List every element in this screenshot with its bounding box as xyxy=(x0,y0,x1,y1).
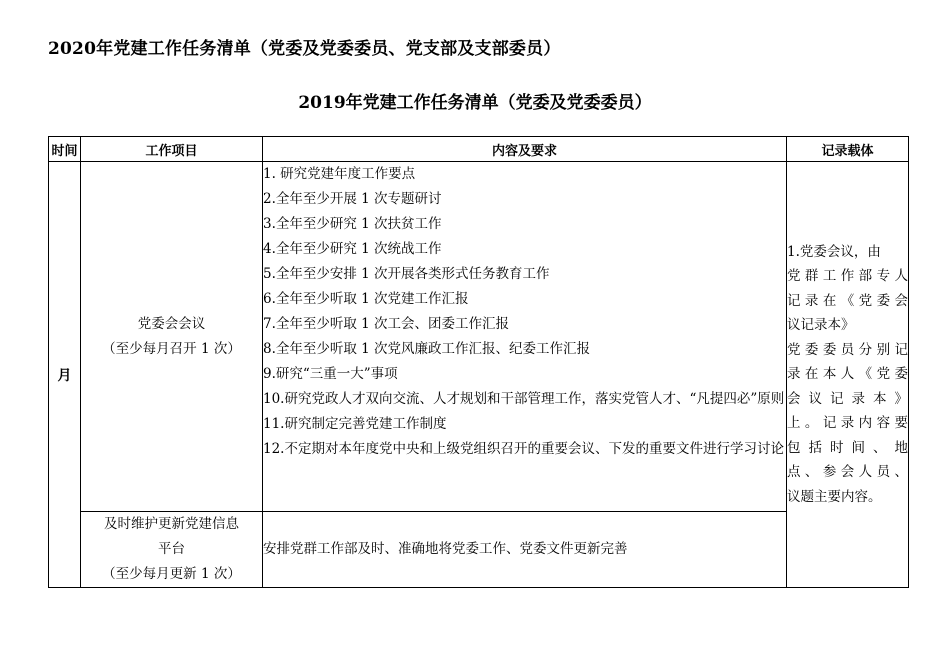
requirement-item: 2.全年至少开展 1 次专题研讨 xyxy=(263,191,442,207)
header-time: 时间 xyxy=(49,137,81,162)
document-title: 2020年党建工作任务清单（党委及党委委员、党支部及支部委员） xyxy=(48,39,561,59)
requirement-item: 6.全年至少听取 1 次党建工作汇报 xyxy=(263,291,469,307)
requirement-item: 5.全年至少安排 1 次开展各类形式任务教育工作 xyxy=(263,266,550,282)
record-line: 1.党委会议，由 xyxy=(787,243,881,260)
requirement-item: 9.研究“三重一大”事项 xyxy=(263,366,398,382)
header-project: 工作项目 xyxy=(81,137,263,162)
record-line: 议题主要内容。 xyxy=(787,488,882,505)
requirement-item: 10.研究党政人才双向交流、人才规划和干部管理工作，落实党管人才、“凡提四必”原则 xyxy=(263,391,785,407)
project-cell-info-platform xyxy=(81,512,263,588)
requirement-item: 1. 研究党建年度工作要点 xyxy=(263,166,416,182)
record-line: 上。记录内容要 xyxy=(787,415,908,432)
project-name-continued: 平台 xyxy=(158,541,185,557)
project-name: 及时维护更新党建信息 xyxy=(104,516,239,532)
project-name: 党委会会议 xyxy=(137,315,206,332)
requirement-item: 8.全年至少听取 1 次党风廉政工作汇报、纪委工作汇报 xyxy=(263,341,591,357)
record-carrier-cell xyxy=(787,162,909,588)
record-line: 会议记录本》 xyxy=(787,390,908,407)
requirement-item: 4.全年至少研究 1 次统战工作 xyxy=(263,241,442,257)
requirement-item: 12.不定期对本年度党中央和上级党组织召开的重要会议、下发的重要文件进行学习讨论 xyxy=(263,441,784,457)
requirement-item: 11.研究制定完善党建工作制度 xyxy=(263,416,447,432)
record-line: 党委委员分别记 xyxy=(787,341,908,358)
record-line: 议记录本》 xyxy=(787,317,855,334)
requirements-cell xyxy=(263,162,787,512)
requirement-item: 3.全年至少研究 1 次扶贫工作 xyxy=(263,216,442,232)
requirement-item: 7.全年至少听取 1 次工会、团委工作汇报 xyxy=(263,316,510,332)
project-frequency: （至少每月召开 1 次） xyxy=(102,340,241,357)
table-header-row xyxy=(49,137,909,162)
header-record: 记录载体 xyxy=(787,137,909,162)
month-cell: 月 xyxy=(49,162,81,588)
header-content: 内容及要求 xyxy=(263,137,787,162)
record-line: 录在本人《党委 xyxy=(787,366,908,383)
table-row xyxy=(49,512,909,588)
table-title: 2019年党建工作任务清单（党委及党委委员） xyxy=(298,93,652,113)
requirements-cell xyxy=(263,512,787,588)
project-frequency: （至少每月更新 1 次） xyxy=(102,566,241,582)
table-row xyxy=(49,162,909,512)
requirement-item: 安排党群工作部及时、准确地将党委工作、党委文件更新完善 xyxy=(263,541,628,557)
project-cell-party-committee-meeting xyxy=(81,162,263,512)
record-line: 党群工作部专人 xyxy=(787,268,908,285)
record-line: 记录在《党委会 xyxy=(787,292,908,309)
record-line: 点、参会人员、 xyxy=(787,464,908,481)
task-table xyxy=(48,136,909,588)
record-line: 包括时间、地 xyxy=(787,439,908,456)
